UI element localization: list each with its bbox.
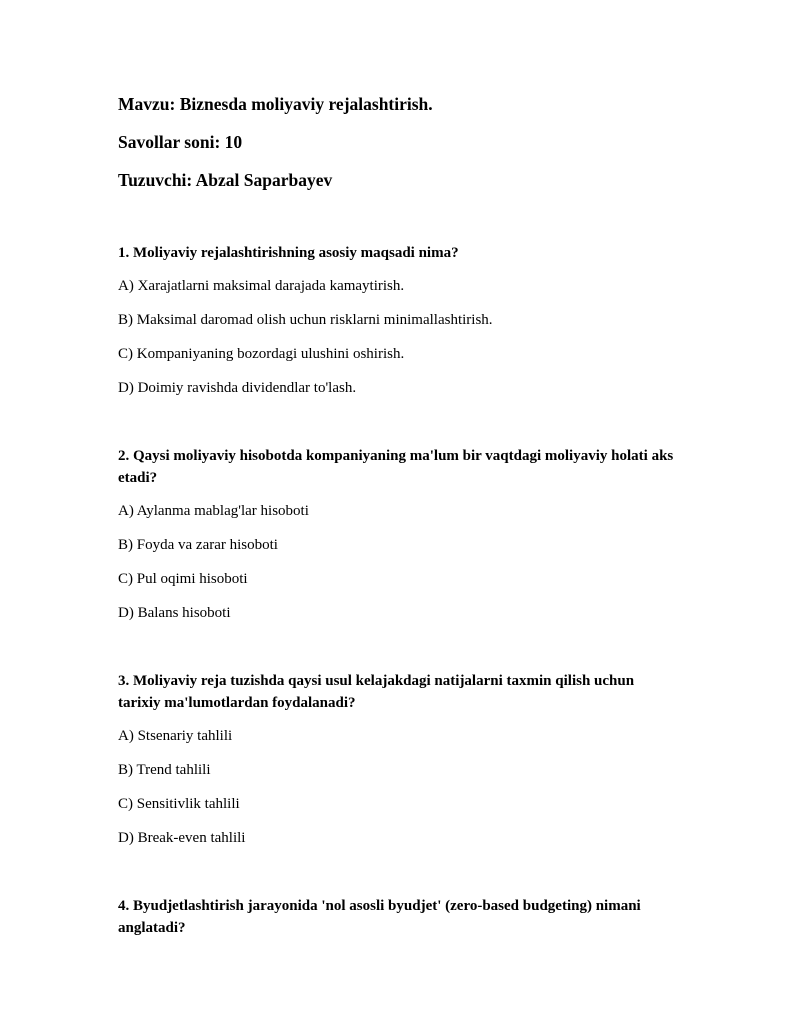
option-a: A) Stsenariy tahlili bbox=[118, 728, 233, 744]
question-4 bbox=[118, 895, 678, 939]
option-c: C) Pul oqimi hisoboti bbox=[118, 571, 248, 587]
question-2 bbox=[118, 445, 678, 624]
question-1 bbox=[118, 242, 678, 399]
option-a: A) Aylanma mablag'lar hisoboti bbox=[118, 503, 309, 519]
option-d: D) Doimiy ravishda dividendlar to'lash. bbox=[118, 380, 357, 396]
topic-heading: Mavzu: Biznesda moliyaviy rejalashtirish. bbox=[118, 94, 433, 114]
option-b: B) Maksimal daromad olish uchun risklarni minimallashtirish. bbox=[118, 312, 493, 328]
option-b: B) Foyda va zarar hisoboti bbox=[118, 537, 278, 553]
question-text: 3. Moliyaviy reja tuzishda qaysi usul kelajakdagi natijalarni taxmin qilish uchun tarixiy ma'lumotlardan foydalanadi? bbox=[118, 673, 635, 711]
question-list bbox=[118, 242, 678, 939]
option-d: D) Balans hisoboti bbox=[118, 605, 231, 621]
option-d: D) Break-even tahlili bbox=[118, 830, 246, 846]
question-text: 2. Qaysi moliyaviy hisobotda kompaniyaning ma'lum bir vaqtdagi moliyaviy holati aks etadi? bbox=[118, 448, 674, 486]
question-3 bbox=[118, 670, 678, 849]
question-text: 1. Moliyaviy rejalashtirishning asosiy maqsadi nima? bbox=[118, 245, 459, 261]
question-count: Savollar soni: 10 bbox=[118, 132, 243, 152]
author-line: Tuzuvchi: Abzal Saparbayev bbox=[118, 170, 333, 190]
option-a: A) Xarajatlarni maksimal darajada kamaytirish. bbox=[118, 278, 405, 294]
option-c: C) Sensitivlik tahlili bbox=[118, 796, 240, 812]
document-page bbox=[118, 92, 678, 985]
option-c: C) Kompaniyaning bozordagi ulushini oshirish. bbox=[118, 346, 405, 362]
question-text: 4. Byudjetlashtirish jarayonida 'nol asosli byudjet' (zero-based budgeting) nimani anglatadi? bbox=[118, 898, 641, 936]
option-b: B) Trend tahlili bbox=[118, 762, 211, 778]
